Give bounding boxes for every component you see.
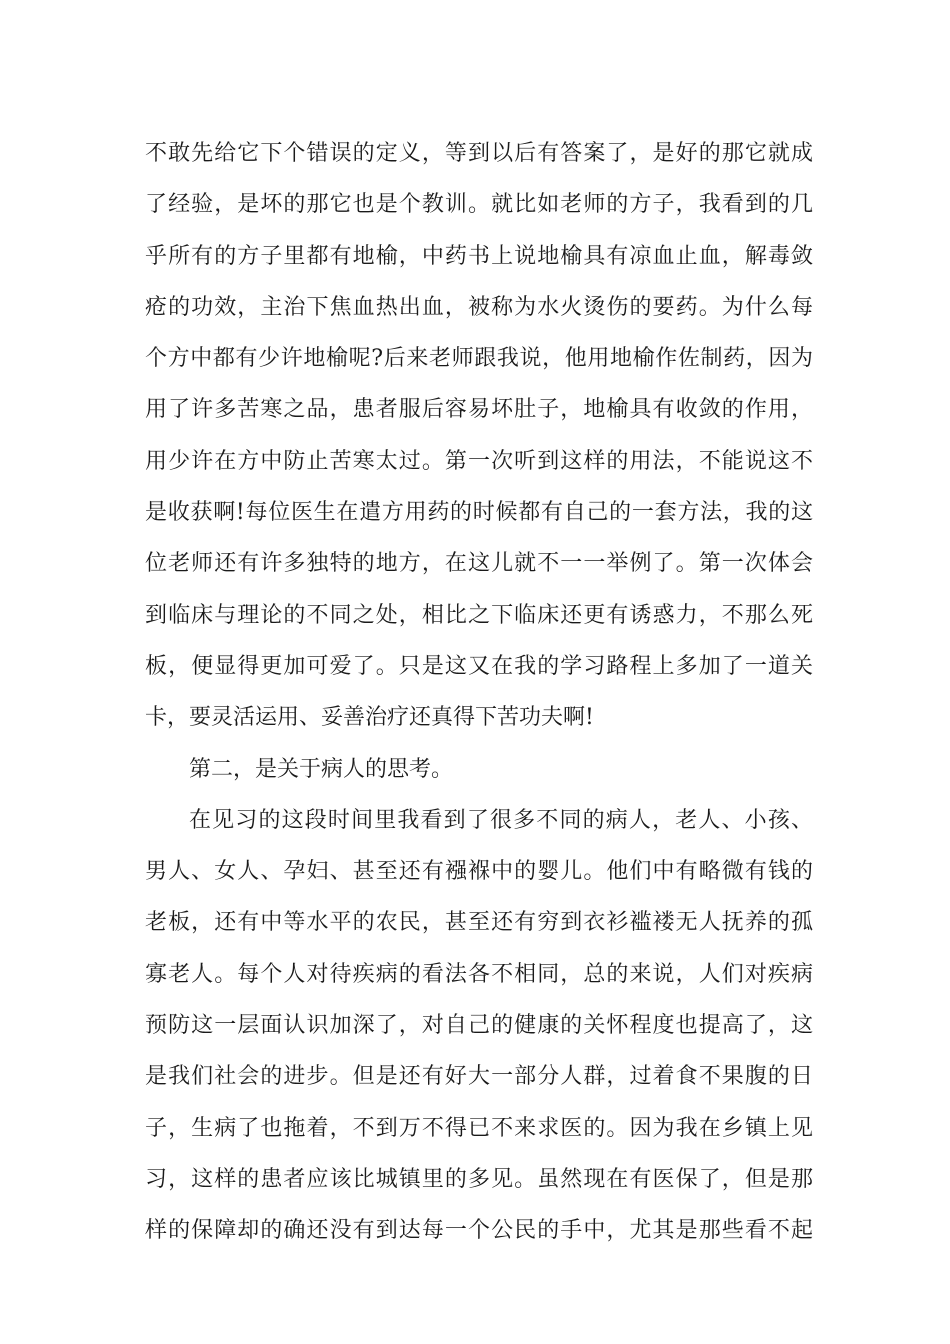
text-line: 用少许在方中防止苦寒太过。第一次听到这样的用法，不能说这不 [145,448,813,474]
document-body [145,128,813,1257]
text-line: 不敢先给它下个错误的定义，等到以后有答案了，是好的那它就成 [145,141,813,166]
text-line: 是我们社会的进步。但是还有好大一部分人群，过着食不果腹的日 [145,1064,813,1090]
text-line: 了经验，是坏的那它也是个教训。就比如老师的方子，我看到的几 [145,192,813,218]
section-heading: 第二，是关于病人的思考。 [189,756,454,782]
text-line: 习，这样的患者应该比城镇里的多见。虽然现在有医保了，但是那 [145,1166,813,1192]
text-line: 位老师还有许多独特的地方，在这儿就不一一举例了。第一次体会 [145,551,813,577]
text-line: 预防这一层面认识加深了，对自己的健康的关怀程度也提高了，这 [145,1013,813,1039]
text-line: 男人、女人、孕妇、甚至还有襁褓中的婴儿。他们中有略微有钱的 [145,859,813,885]
text-line: 到临床与理论的不同之处，相比之下临床还更有诱惑力，不那么死 [145,602,813,628]
text-line: 个方中都有少许地榆呢?后来老师跟我说，他用地榆作佐制药，因为 [145,346,813,372]
paragraph-end-line: 卡，要灵活运用、妥善治疗还真得下苦功夫啊! [145,705,594,731]
text-line: 板，便显得更加可爱了。只是这又在我的学习路程上多加了一道关 [145,653,813,679]
text-line: 寡老人。每个人对待疾病的看法各不相同，总的来说，人们对疾病 [145,961,813,987]
text-line: 用了许多苦寒之品，患者服后容易坏肚子，地榆具有收敛的作用， [145,397,813,423]
text-line: 疮的功效，主治下焦血热出血，被称为水火烫伤的要药。为什么每 [145,294,813,320]
text-line: 乎所有的方子里都有地榆，中药书上说地榆具有凉血止血，解毒敛 [145,243,813,269]
paragraph-first-line: 在见习的这段时间里我看到了很多不同的病人，老人、小孩、 [189,807,813,833]
text-line: 是收获啊!每位医生在遣方用药的时候都有自己的一套方法，我的这 [145,500,813,526]
text-line: 样的保障却的确还没有到达每一个公民的手中，尤其是那些看不起 [145,1218,813,1244]
text-line: 子，生病了也拖着，不到万不得已不来求医的。因为我在乡镇上见 [145,1115,813,1141]
text-line: 老板，还有中等水平的农民，甚至还有穷到衣衫褴褛无人抚养的孤 [145,910,813,936]
